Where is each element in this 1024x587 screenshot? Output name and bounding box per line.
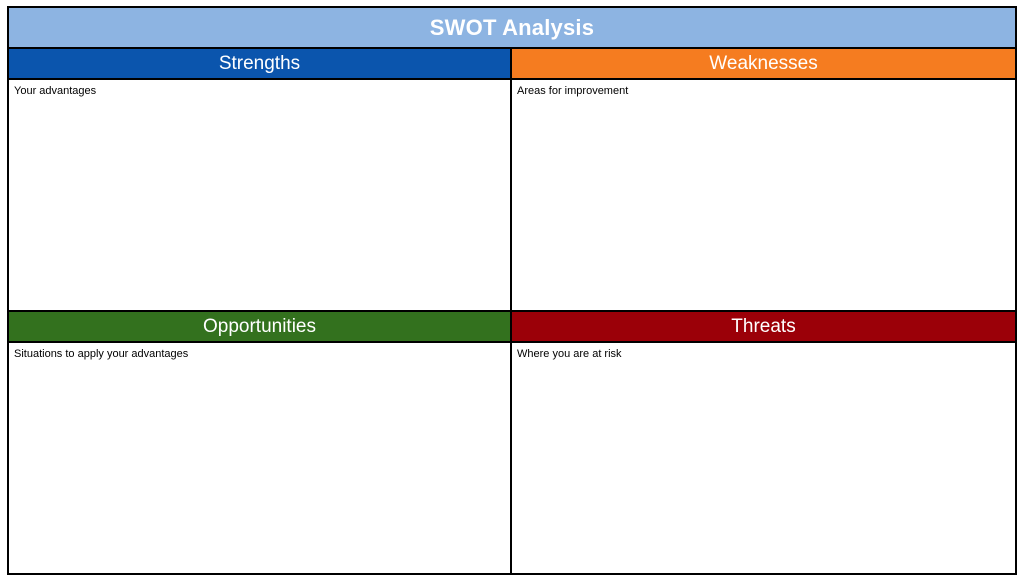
quadrant-hint-opportunities: Situations to apply your advantages [14,348,189,360]
diagram-title: SWOT Analysis [9,8,1015,49]
quadrant-weaknesses [512,49,1015,310]
quadrant-opportunities [9,312,512,573]
swot-row-top [9,49,1015,312]
quadrant-body-weaknesses[interactable] [512,80,1015,310]
quadrant-body-threats[interactable] [512,343,1015,573]
swot-frame [7,6,1017,575]
quadrant-header-threats: Threats [512,312,1015,343]
quadrant-header-weaknesses: Weaknesses [512,49,1015,80]
quadrant-hint-threats: Where you are at risk [517,348,622,360]
quadrant-hint-weaknesses: Areas for improvement [517,85,629,97]
quadrant-strengths [9,49,512,310]
quadrant-hint-strengths: Your advantages [14,85,97,97]
quadrant-threats [512,312,1015,573]
quadrant-header-strengths: Strengths [9,49,510,80]
swot-row-bottom [9,312,1015,573]
quadrant-body-opportunities[interactable] [9,343,510,573]
quadrant-header-opportunities: Opportunities [9,312,510,343]
quadrant-body-strengths[interactable] [9,80,510,310]
